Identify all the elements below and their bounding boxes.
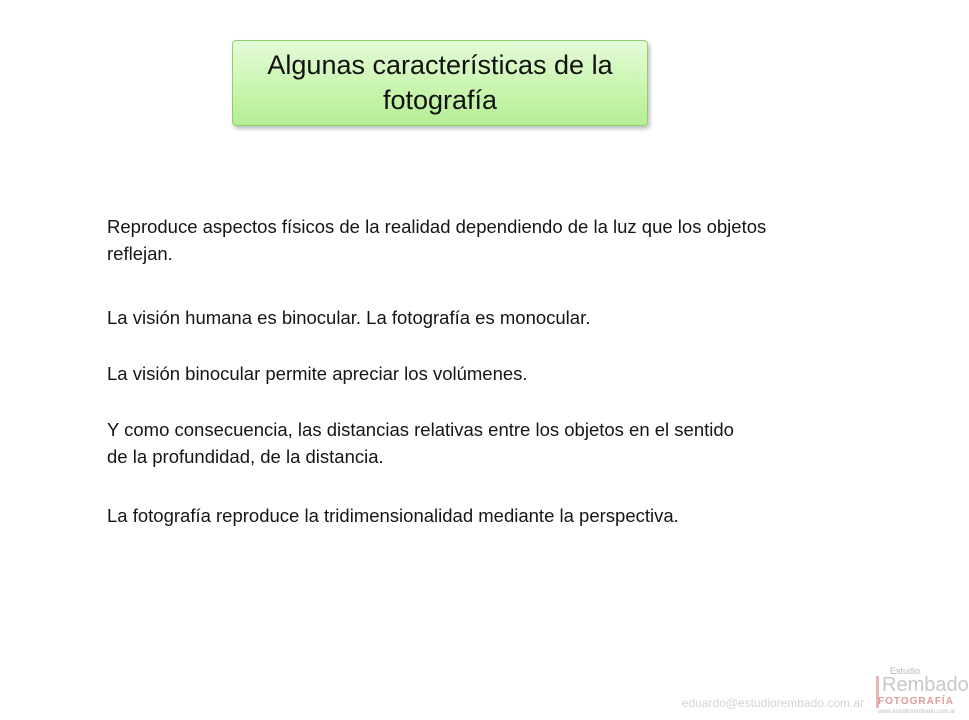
footer-email: eduardo@estudiorembado.com.ar [681, 696, 864, 710]
logo-web-text: www.estudiorembado.com.ar [878, 709, 956, 715]
studio-logo [876, 666, 969, 718]
paragraph-2: La visión humana es binocular. La fotografía es monocular. [107, 307, 591, 328]
paragraph-4: Y como consecuencia, las distancias relativas entre los objetos en el sentido de la profundidad, de la distancia. [107, 419, 734, 467]
paragraph-5: La fotografía reproduce la tridimensionalidad mediante la perspectiva. [107, 505, 679, 526]
paragraph-3: La visión binocular permite apreciar los volúmenes. [107, 363, 528, 384]
slide-title: Algunas características de la fotografía [267, 50, 613, 115]
logo-small-text: Estudio [890, 666, 921, 676]
paragraph-1: Reproduce aspectos físicos de la realidad dependiendo de la luz que los objetos reflejan. [107, 216, 767, 264]
logo-main-text: Rembado [882, 674, 969, 696]
logo-sub-text: FOTOGRAFÍA [878, 696, 954, 707]
title-box [232, 40, 648, 126]
